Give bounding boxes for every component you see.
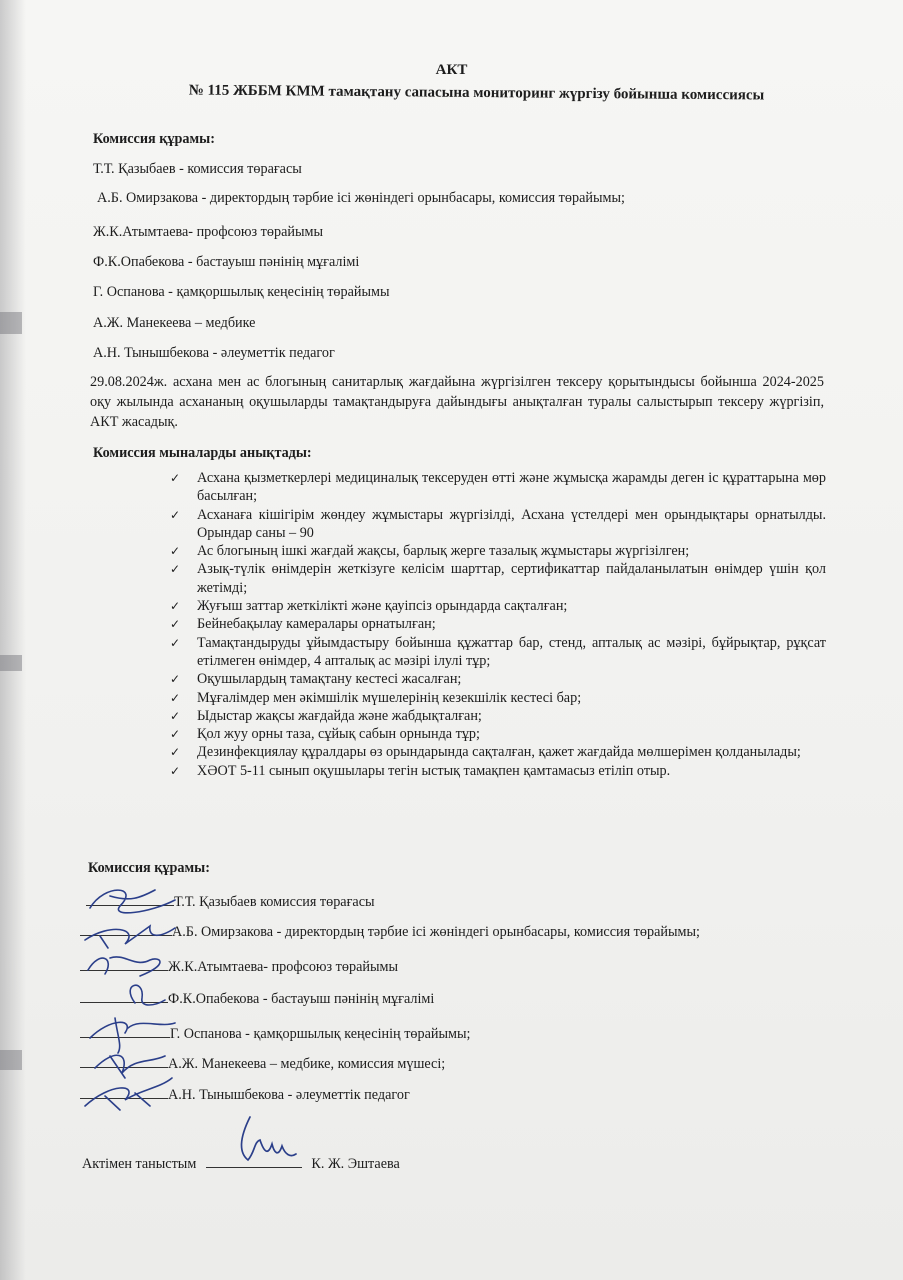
commission-member: Ф.К.Опабекова - бастауыш пәнінің мұғалімі: [93, 254, 360, 270]
checkmark-icon: ✓: [170, 745, 181, 760]
commission-member: А.Б. Омирзакова - директордың тәрбие ісі жөніндегі орынбасары, комиссия төрайымы;: [97, 190, 625, 206]
signature-scribble: [241, 1117, 296, 1160]
finding-item: ✓ Қол жуу орны таза, сұйық сабын орнында тұр;: [170, 726, 480, 743]
checkmark-icon: ✓: [170, 617, 181, 632]
finding-item: ✓ Ыдыстар жақсы жағдайда және жабдықталған;: [170, 707, 482, 724]
finding-item: ✓ Азық-түлік өнімдерін жеткізуге келісім шарттар, сертификаттар пайдаланылатын өнімдер үшін қол жетімді;: [170, 561, 826, 596]
commission-member: А.Ж. Манекеева – медбике: [93, 315, 256, 331]
findings-heading: Комиссия мыналарды анықтады:: [93, 445, 312, 461]
scan-edge-mark: [0, 312, 22, 334]
signature-row: А.Н. Тынышбекова - әлеуметтік педагог: [80, 1084, 410, 1104]
scan-edge-mark: [0, 655, 22, 671]
findings-list: [170, 469, 826, 780]
signature-scribble: [85, 926, 175, 948]
finding-item: ✓ Тамақтандыруды ұйымдастыру бойынша құжаттар бар, стенд, апталық ас мәзірі, бұйрықтар, рұқсат етілмеген өнімдер, 4 апталық ас мәзірі ілулі тұр;: [170, 634, 826, 669]
commission-member: Г. Оспанова - қамқоршылық кеңесінің төрайымы: [93, 284, 390, 300]
signature-row: Г. Оспанова - қамқоршылық кеңесінің төрайымы;: [80, 1023, 470, 1043]
signature-scribble: [88, 957, 160, 976]
checkmark-icon: ✓: [170, 708, 181, 723]
acknowledgement-signature: [230, 1112, 300, 1167]
signature-scribble: [90, 890, 175, 913]
finding-item: ✓ Асхана қызметкерлері медициналық тексеруден өтті және жұмысқа жарамды деген іс құраттарына мөр басылған;: [170, 470, 826, 505]
checkmark-icon: ✓: [170, 672, 181, 687]
checkmark-icon: ✓: [170, 763, 181, 778]
checkmark-icon: ✓: [170, 599, 181, 614]
checkmark-icon: ✓: [170, 690, 181, 705]
checkmark-icon: ✓: [170, 635, 181, 650]
finding-item: ✓ Ас блогының ішкі жағдай жақсы, барлық жерге тазалық жұмыстары жүргізілген;: [170, 543, 690, 560]
checkmark-icon: ✓: [170, 471, 181, 485]
signature-scribble: [95, 1055, 165, 1078]
checkmark-icon: ✓: [170, 507, 181, 522]
signature-scribble: [85, 1078, 172, 1110]
acknowledgement-label: Актімен таныстым: [82, 1156, 197, 1172]
finding-item: ✓ Мұғалімдер мен әкімшілік мүшелерінің кезекшілік кестесі бар;: [170, 689, 582, 706]
document-title: АКТ: [435, 62, 468, 78]
scan-edge-shadow: [0, 0, 26, 1280]
checkmark-icon: ✓: [170, 544, 181, 559]
finding-item: ✓ Дезинфекциялау құралдары өз орындарында сақталған, қажет жағдайда мөлшерімен қолданылады;: [170, 744, 801, 761]
commission-member: А.Н. Тынышбекова - әлеуметтік педагог: [93, 345, 335, 361]
commission-member: Т.Т. Қазыбаев - комиссия төрағасы: [93, 161, 302, 177]
finding-item: ✓ ХӘОТ 5-11 сынып оқушылары тегін ыстық тамақпен қамтамасыз етіліп отыр.: [170, 762, 671, 779]
intro-paragraph: 29.08.2024ж. асхана мен ас блогының санитарлық жағдайына жүргізілген тексеру қорытындысы бойынша 2024-2025 оқу жылында асхананың оқушыларды тамақтандыруға дайындығы анықталған туралы салыстырып тексеру жүргізіп, АКТ жасадық.: [90, 374, 824, 430]
signature-scribble: [130, 985, 165, 1005]
signature-row: Ж.К.Атымтаева- профсоюз төрайымы: [80, 956, 398, 976]
signature-row: А.Б. Омирзакова - директордың тәрбие ісі жөніндегі орынбасары, комиссия төрайымы;: [80, 921, 700, 941]
finding-item: ✓ Бейнебақылау камералары орнатылған;: [170, 616, 436, 633]
signatures-heading: Комиссия құрамы:: [88, 860, 210, 876]
signature-row: Т.Т. Қазыбаев комиссия төрағасы: [86, 891, 375, 911]
commission-heading: Комиссия құрамы:: [93, 131, 215, 147]
checkmark-icon: ✓: [170, 562, 181, 577]
commission-member: Ж.К.Атымтаева- профсоюз төрайымы: [93, 224, 323, 240]
checkmark-icon: ✓: [170, 727, 181, 742]
handwritten-signatures: [80, 878, 190, 1128]
finding-item: ✓ Оқушылардың тамақтану кестесі жасалған;: [170, 671, 462, 688]
acknowledgement-name: К. Ж. Эштаева: [311, 1156, 400, 1172]
signature-row: Ф.К.Опабекова - бастауыш пәнінің мұғалімі: [80, 988, 434, 1008]
finding-item: ✓ Жуғыш заттар жеткілікті және қауіпсіз орындарда сақталған;: [170, 598, 568, 615]
document-subtitle: № 115 ЖББМ КММ тамақтану сапасына мониторинг жүргізу бойынша комиссиясы: [188, 82, 765, 104]
signature-scribble: [90, 1018, 175, 1053]
scan-edge-mark: [0, 1050, 22, 1070]
signature-row: А.Ж. Манекеева – медбике, комиссия мүшесі;: [80, 1053, 445, 1073]
finding-item: ✓ Асханаға кішігірім жөндеу жұмыстары жүргізілді, Асхана үстелдері мен орындықтары орнатылды. Орындар саны – 90: [170, 506, 826, 541]
